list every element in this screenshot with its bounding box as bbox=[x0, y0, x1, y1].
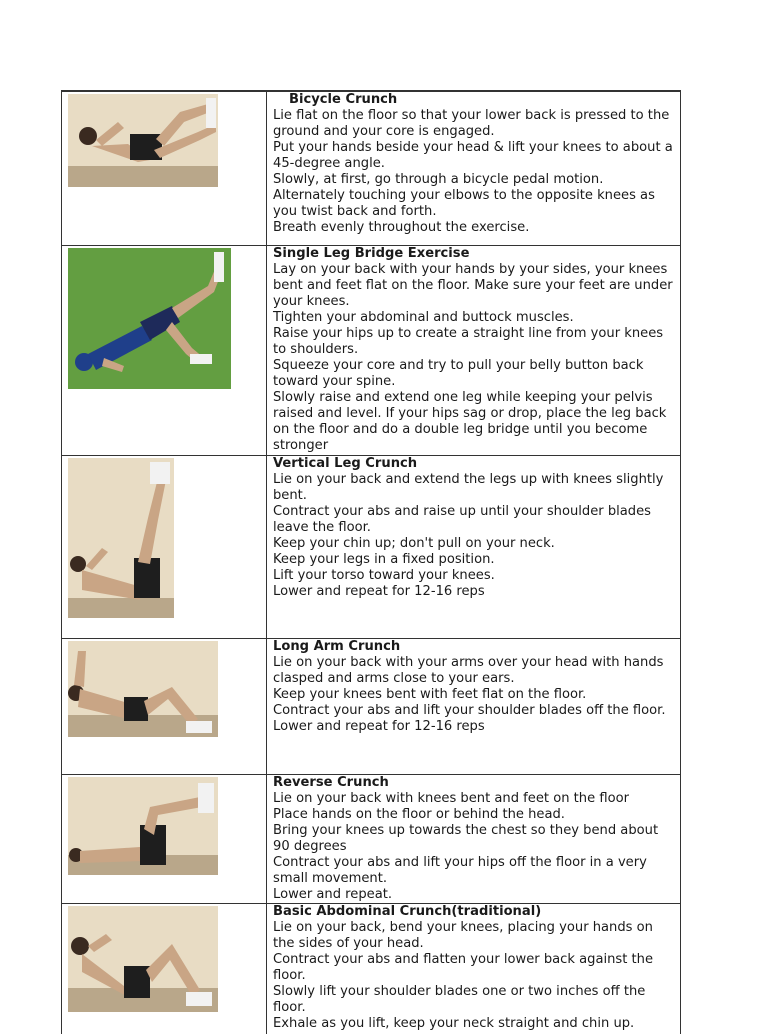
bicycle-crunch-photo bbox=[68, 94, 218, 187]
exercise-step: Contract your abs and lift your shoulder blades off the floor. bbox=[273, 703, 666, 718]
vertical-leg-crunch-photo bbox=[68, 458, 174, 618]
exercise-step: Put your hands beside your head & lift your knees to about a 45-degree angle. bbox=[273, 140, 673, 171]
exercise-step: Lie on your back with your arms over your head with hands clasped and arms close to your ears. bbox=[273, 655, 664, 686]
exercise-step: Contract your abs and raise up until your shoulder blades leave the floor. bbox=[273, 504, 651, 535]
exercise-step: Lie on your back with knees bent and feet on the floor bbox=[273, 791, 629, 806]
exercise-text-cell bbox=[267, 92, 680, 245]
exercise-image-cell bbox=[62, 92, 267, 245]
exercise-title: Vertical Leg Crunch bbox=[273, 456, 418, 471]
exercise-image-cell bbox=[62, 639, 267, 774]
exercise-step: Slowly raise and extend one leg while keeping your pelvis raised and level. If your hips sag or drop, place the leg back on the floor and do a double leg bridge until you become stronger bbox=[273, 390, 667, 453]
exercise-table bbox=[61, 90, 681, 1034]
exercise-row bbox=[61, 639, 681, 775]
exercise-row bbox=[61, 904, 681, 1034]
exercise-step: Slowly, at first, go through a bicycle pedal motion. bbox=[273, 172, 604, 187]
exercise-image-cell bbox=[62, 904, 267, 1034]
single-leg-bridge-photo bbox=[68, 248, 231, 389]
basic-crunch-photo bbox=[68, 906, 218, 1012]
exercise-step: Raise your hips up to create a straight line from your knees to shoulders. bbox=[273, 326, 664, 357]
exercise-step: Lay on your back with your hands by your sides, your knees bent and feet flat on the floor. Make sure your feet are under your knees. bbox=[273, 262, 673, 309]
exercise-row bbox=[61, 90, 681, 246]
exercise-step: Lie flat on the floor so that your lower back is pressed to the ground and your core is engaged. bbox=[273, 108, 670, 139]
exercise-row bbox=[61, 246, 681, 456]
exercise-step: Lower and repeat. bbox=[273, 887, 393, 902]
exercise-row bbox=[61, 456, 681, 639]
exercise-text-cell bbox=[267, 904, 680, 1034]
exercise-step: Alternately touching your elbows to the opposite knees as you twist back and forth. bbox=[273, 188, 655, 219]
exercise-step: Contract your abs and flatten your lower back against the floor. bbox=[273, 952, 654, 983]
exercise-title: Reverse Crunch bbox=[273, 775, 389, 790]
exercise-step: Keep your legs in a fixed position. bbox=[273, 552, 495, 567]
exercise-image-cell bbox=[62, 456, 267, 638]
exercise-step: Lift your torso toward your knees. bbox=[273, 568, 495, 583]
exercise-step: Lie on your back, bend your knees, placing your hands on the sides of your head. bbox=[273, 920, 653, 951]
exercise-step: Place hands on the floor or behind the head. bbox=[273, 807, 565, 822]
exercise-image-cell bbox=[62, 775, 267, 903]
exercise-title: Single Leg Bridge Exercise bbox=[273, 246, 470, 261]
exercise-step: Lie on your back and extend the legs up with knees slightly bent. bbox=[273, 472, 664, 503]
exercise-step: Exhale as you lift, keep your neck straight and chin up. bbox=[273, 1016, 635, 1031]
exercise-text-cell bbox=[267, 246, 680, 455]
long-arm-crunch-photo bbox=[68, 641, 218, 737]
exercise-step: Squeeze your core and try to pull your belly button back toward your spine. bbox=[273, 358, 644, 389]
exercise-step: Contract your abs and lift your hips off the floor in a very small movement. bbox=[273, 855, 647, 886]
exercise-text-cell bbox=[267, 639, 680, 774]
exercise-step: Breath evenly throughout the exercise. bbox=[273, 220, 530, 235]
exercise-step: Slowly lift your shoulder blades one or two inches off the floor. bbox=[273, 984, 646, 1015]
exercise-title: Bicycle Crunch bbox=[289, 92, 398, 107]
exercise-image-cell bbox=[62, 246, 267, 455]
exercise-step: Lower and repeat for 12-16 reps bbox=[273, 584, 485, 599]
exercise-step: Bring your knees up towards the chest so they bend about 90 degrees bbox=[273, 823, 659, 854]
exercise-title: Long Arm Crunch bbox=[273, 639, 401, 654]
exercise-row bbox=[61, 775, 681, 904]
reverse-crunch-photo bbox=[68, 777, 218, 875]
exercise-step: Tighten your abdominal and buttock muscles. bbox=[273, 310, 574, 325]
exercise-step: Keep your chin up; don't pull on your neck. bbox=[273, 536, 555, 551]
exercise-step: Lower and repeat for 12-16 reps bbox=[273, 719, 485, 734]
exercise-text-cell bbox=[267, 456, 680, 638]
exercise-step: Keep your knees bent with feet flat on the floor. bbox=[273, 687, 587, 702]
exercise-text-cell bbox=[267, 775, 680, 903]
exercise-title: Basic Abdominal Crunch(traditional) bbox=[273, 904, 542, 919]
